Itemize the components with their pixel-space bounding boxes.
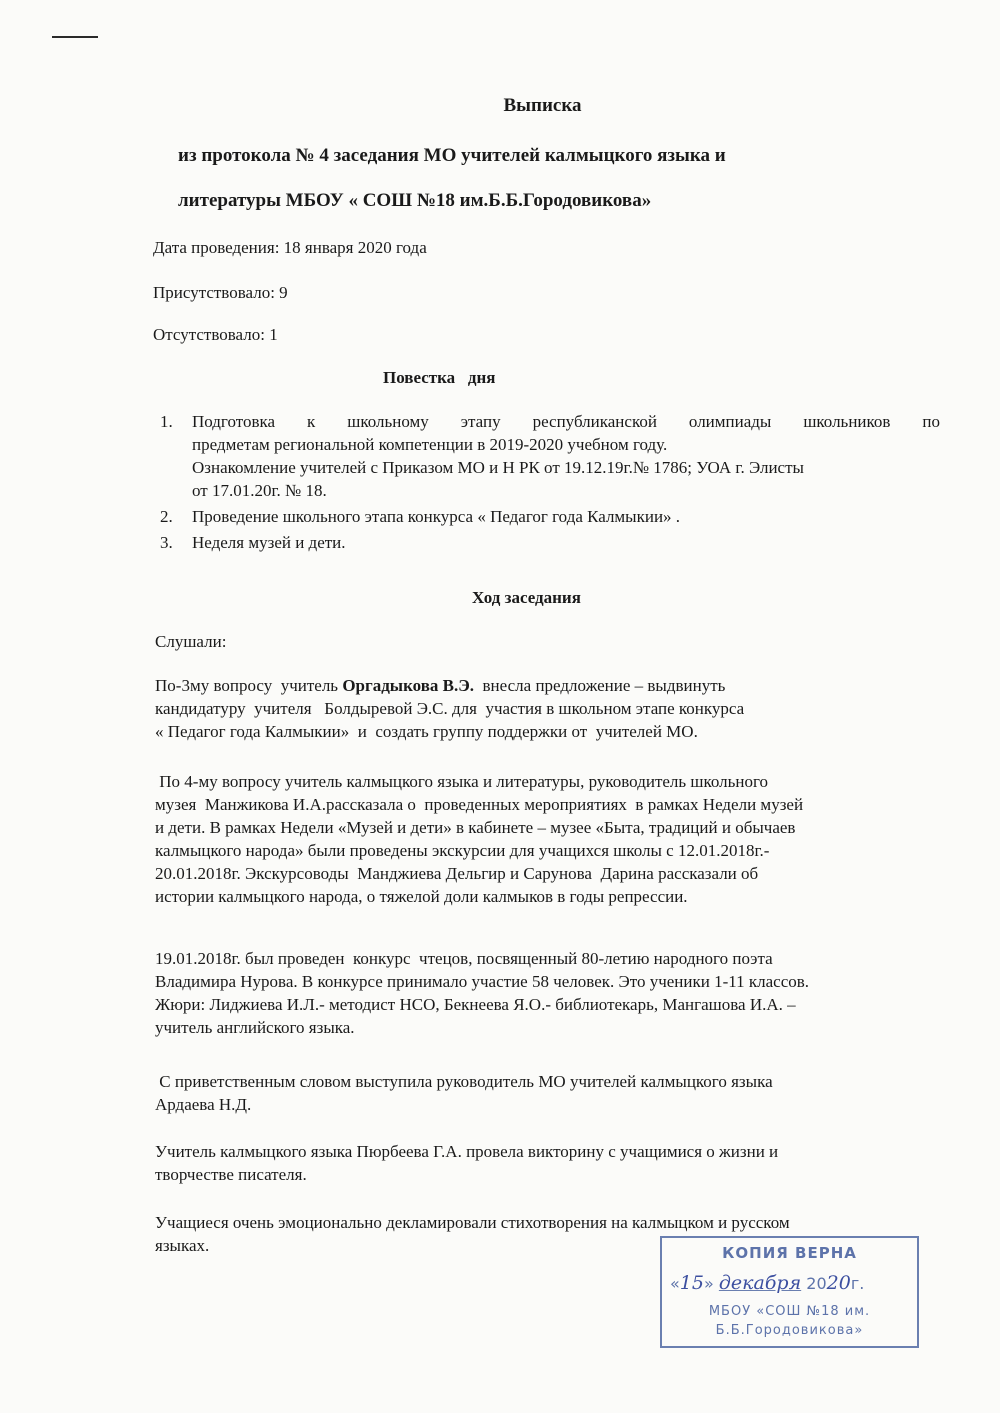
text-fragment: По-3му вопросу учитель	[155, 676, 343, 695]
paragraph-line: калмыцкого народа» были проведены экскурсии для учащихся школы с 12.01.2018г.-	[155, 841, 770, 860]
agenda-item-text: от 17.01.20г. № 18.	[192, 481, 327, 500]
paragraph-line: Владимира Нурова. В конкурсе принимало участие 58 человек. Это ученики 1-11 классов.	[155, 972, 810, 991]
paragraph-line: Учитель калмыцкого языка Пюрбеева Г.А. провела викторину с учащимися о жизни и	[155, 1142, 779, 1161]
paragraph-line: По 4-му вопросу учитель калмыцкого языка и литературы, руководитель школьного	[155, 772, 769, 791]
stamp-month: декабря	[718, 1272, 802, 1294]
stamp-organization	[662, 1302, 917, 1340]
document-subtitle-line1: из протокола № 4 заседания МО учителей калмыцкого языка и	[178, 145, 726, 166]
paragraph-line	[155, 674, 945, 697]
heard-label: Слушали:	[155, 632, 227, 651]
certified-copy-stamp	[660, 1236, 919, 1348]
stamp-year-mark: г.	[850, 1274, 865, 1293]
paragraph-line: С приветственным словом выступила руководитель МО учителей калмыцкого языка	[155, 1072, 773, 1091]
stamp-org-line: Б.Б.Городовикова»	[715, 1323, 864, 1338]
paragraph-line: 19.01.2018г. был проведен конкурс чтецов, посвященный 80-летию народного поэта	[155, 949, 773, 968]
agenda-item-text: Ознакомление учителей с Приказом МО и Н РК от 19.12.19г.№ 1786; УОА г. Элисты	[192, 458, 804, 477]
stamp-year-prefix: 20	[806, 1274, 827, 1293]
stamp-day: 15	[679, 1272, 704, 1294]
document-subtitle-line2: литературы МБОУ « СОШ №18 им.Б.Б.Городовикова»	[178, 190, 652, 211]
attendance-absent: Отсутствовало: 1	[153, 325, 278, 344]
paragraph-line: учитель английского языка.	[155, 1018, 355, 1037]
agenda-heading-text: Повестка дня	[383, 368, 496, 387]
agenda-item-text: Проведение школьного этапа конкурса « Педагог года Калмыкии» .	[192, 507, 681, 526]
proceedings-heading: Ход заседания	[472, 588, 581, 607]
paragraph-line: истории калмыцкого народа, о тяжелой доли калмыков в годы репрессии.	[155, 887, 688, 906]
agenda-item-text: предметам региональной компетенции в 2019-2020 учебном году.	[192, 435, 668, 454]
stamp-quote: «	[670, 1274, 680, 1293]
paragraph-line: Ардаева Н.Д.	[155, 1095, 252, 1114]
paragraph-line: 20.01.2018г. Экскурсоводы Манджиева Дельгир и Сарунова Дарина рассказали об	[155, 864, 759, 883]
paragraph-quiz	[155, 1140, 945, 1186]
meeting-date: Дата проведения: 18 января 2020 года	[153, 238, 427, 257]
stamp-year-suffix: 20	[826, 1272, 851, 1294]
agenda-heading	[383, 368, 496, 388]
paragraph-line: Учащиеся очень эмоционально декламировали стихотворения на калмыцком и русском	[155, 1213, 790, 1232]
stamp-quote: »	[703, 1274, 714, 1293]
agenda-item	[150, 505, 940, 528]
margin-mark	[52, 36, 98, 38]
agenda-item-text: Неделя музей и дети.	[192, 533, 346, 552]
paragraph-question-3	[155, 674, 945, 743]
attendance-present: Присутствовало: 9	[153, 283, 288, 302]
stamp-title: КОПИЯ ВЕРНА	[722, 1244, 857, 1262]
text-fragment: внесла предложение – выдвинуть	[474, 676, 726, 695]
paragraph-line: Жюри: Лиджиева И.Л.- методист НСО, Бекнеева Я.О.- библиотекарь, Мангашова И.А. –	[155, 995, 796, 1014]
stamp-org-line: МБОУ «СОШ №18 им.	[708, 1304, 871, 1319]
stamp-date	[670, 1272, 864, 1294]
paragraph-line: « Педагог года Калмыкии» и создать группу поддержки от учителей МО.	[155, 722, 698, 741]
paragraph-contest	[155, 947, 945, 1039]
paragraph-question-4	[155, 770, 945, 908]
agenda-item-number: 3.	[160, 533, 173, 552]
agenda-item-number: 2.	[160, 507, 173, 526]
agenda-item	[150, 531, 940, 554]
document-title: Выписка	[503, 95, 582, 116]
teacher-name: Оргадыкова В.Э.	[342, 676, 475, 695]
agenda-item-text: Подготовка к школьному этапу республиканской олимпиады школьников по	[192, 412, 940, 431]
paragraph-line: и дети. В рамках Недели «Музей и дети» в кабинете – музее «Быта, традиций и обычаев	[155, 818, 796, 837]
agenda-item-number: 1.	[160, 412, 173, 431]
agenda-list	[150, 410, 940, 554]
paragraph-greeting	[155, 1070, 945, 1116]
paragraph-line: кандидатуру учителя Болдыревой Э.С. для участия в школьном этапе конкурса	[155, 699, 745, 718]
agenda-item	[150, 410, 940, 502]
paragraph-line: языках.	[155, 1236, 210, 1255]
paragraph-line: музея Манжикова И.А.рассказала о проведенных мероприятиях в рамках Недели музей	[155, 795, 804, 814]
paragraph-line: творчестве писателя.	[155, 1165, 307, 1184]
